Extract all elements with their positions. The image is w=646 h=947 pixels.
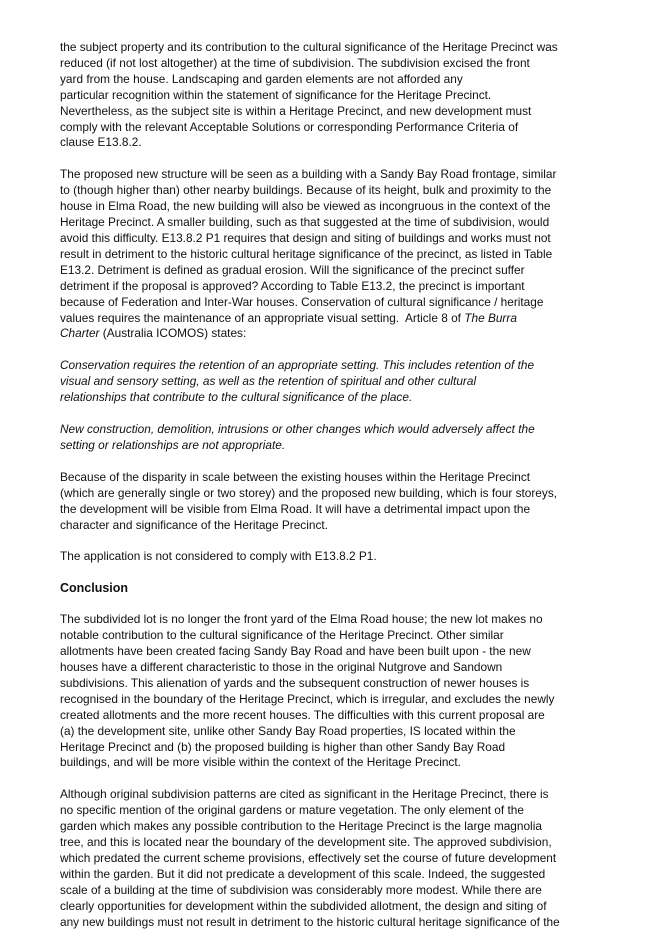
text-line: because of Federation and Inter-War houses. Conservation of cultural significance / heritage <box>60 294 544 309</box>
text-line <box>60 326 586 342</box>
quote-conservation <box>60 358 586 406</box>
text-line: Because of the disparity in scale between the existing houses within the Heritage Precinct <box>60 469 531 484</box>
text-line: The subdivided lot is no longer the front yard of the Elma Road house; the new lot makes no <box>60 612 543 627</box>
text-line: (a) the development site, unlike other Sandy Bay Road properties, IS located within the <box>60 723 516 738</box>
paragraph-subdivided-lot <box>60 612 586 771</box>
text-line: Nevertheless, as the subject site is within a Heritage Precinct, and new development must <box>60 103 532 118</box>
text-line: avoid this difficulty. E13.8.2 P1 requires that design and siting of buildings and works must not <box>60 230 551 245</box>
text-line: buildings, and will be more visible within the context of the Heritage Precinct. <box>60 755 461 770</box>
text-line: setting or relationships are not appropriate. <box>60 437 286 452</box>
text-line: within the garden. But it did not predicate a development of this scale. Indeed, the suggested <box>60 866 546 881</box>
text-line: to (though higher than) other nearby buildings. Because of its height, bulk and proximity to the <box>60 183 552 198</box>
text-line <box>60 311 586 327</box>
text-line: any new buildings must not result in detriment to the historic cultural heritage significance of the <box>60 914 560 929</box>
text-line: tree, and this is located near the boundary of the development site. The approved subdivision, <box>60 835 552 850</box>
text-line: the development will be visible from Elma Road. It will have a detrimental impact upon the <box>60 501 531 516</box>
text-line: (which are generally single or two storey) and the proposed new building, which is four storeys, <box>60 485 558 500</box>
text-line: visual and sensory setting, as well as the retention of spiritual and other cultural <box>60 374 477 389</box>
text-line: which predated the current scheme provisions, effectively set the course of future development <box>60 850 557 865</box>
text-line: result in detriment to the historic cultural heritage significance of the precinct, as listed in Table <box>60 246 553 261</box>
text-line: reduced (if not lost altogether) at the time of subdivision. The subdivision excised the front <box>60 55 530 70</box>
paragraph-disparity-scale <box>60 470 586 534</box>
text-line: houses have a different characteristic to those in the original Nutgrove and Sandown <box>60 660 503 674</box>
text-line: particular recognition within the statement of significance for the Heritage Precinct. <box>60 87 492 102</box>
text-line: detriment if the proposal is approved? According to Table E13.2, the precinct is important <box>60 278 525 293</box>
text-line: house in Elma Road, the new building will also be viewed as incongruous in the context of the <box>60 199 551 214</box>
text-line: Although original subdivision patterns are cited as significant in the Heritage Precinct, there is <box>60 787 549 802</box>
text-line: scale of a building at the time of subdivision was considerably more modest. While there are <box>60 882 542 897</box>
text-segment: values requires the maintenance of an appropriate visual setting. Article 8 of <box>60 310 465 325</box>
text-line: relationships that contribute to the cultural significance of the place. <box>60 390 413 405</box>
text-line: The proposed new structure will be seen as a building with a Sandy Bay Road frontage, similar <box>60 167 557 182</box>
text-line: clearly opportunities for development within the subdivided allotment, the design and siting of <box>60 898 547 913</box>
paragraph-proposed-structure <box>60 167 586 342</box>
text-line: clause E13.8.2. <box>60 135 142 150</box>
text-line: garden which makes any possible contribution to the Heritage Precinct is the large magnolia <box>60 819 542 834</box>
text-line: no specific mention of the original gardens or mature vegetation. The only element of the <box>60 803 524 818</box>
burra-charter-title-cont: Charter <box>60 326 100 341</box>
document-page <box>60 40 586 947</box>
quote-new-construction <box>60 422 586 454</box>
text-line: notable contribution to the cultural significance of the Heritage Precinct. Other similar <box>60 628 504 643</box>
paragraph-not-comply <box>60 549 586 565</box>
text-line: allotments have been created facing Sandy Bay Road and have been built upon - the new <box>60 644 531 659</box>
text-line: subdivisions. This alienation of yards and the subsequent construction of newer houses is <box>60 675 530 690</box>
text-line: Heritage Precinct and (b) the proposed building is higher than other Sandy Bay Road <box>60 739 506 754</box>
paragraph-subject-property <box>60 40 586 151</box>
burra-charter-title: The Burra <box>464 310 517 325</box>
text-line: the subject property and its contribution to the cultural significance of the Heritage Precinct was <box>60 40 558 54</box>
text-line: E13.2. Detriment is defined as gradual erosion. Will the significance of the precinct suffer <box>60 262 525 277</box>
text-line: Conservation requires the retention of an appropriate setting. This includes retention of the <box>60 358 535 373</box>
text-line: yard from the house. Landscaping and garden elements are not afforded any <box>60 71 463 86</box>
text-segment: (Australia ICOMOS) states: <box>99 326 247 341</box>
text-line: character and significance of the Heritage Precinct. <box>60 517 328 532</box>
text-line: comply with the relevant Acceptable Solutions or corresponding Performance Criteria of <box>60 119 519 134</box>
text-line: The application is not considered to comply with E13.8.2 P1. <box>60 549 377 564</box>
paragraph-subdivision-patterns <box>60 787 586 930</box>
text-line: New construction, demolition, intrusions or other changes which would adversely affect the <box>60 422 535 437</box>
text-line: created allotments and the more recent houses. The difficulties with this current proposal are <box>60 707 545 722</box>
text-line: recognised in the boundary of the Heritage Precinct, which is irregular, and excludes the newly <box>60 691 555 706</box>
section-heading-conclusion: Conclusion <box>60 581 129 596</box>
text-line: Heritage Precinct. A smaller building, such as that suggested at the time of subdivision, would <box>60 215 550 230</box>
